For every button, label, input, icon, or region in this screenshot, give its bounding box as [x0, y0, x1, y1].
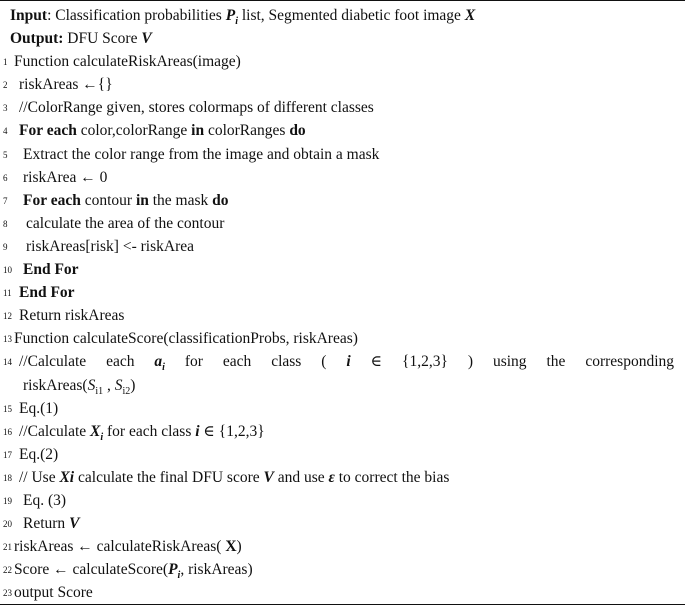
input-line: [0, 4, 685, 27]
text-segment: in: [191, 122, 205, 140]
algorithm-line: [0, 443, 685, 466]
line-number: 21: [3, 542, 12, 553]
text-segment: i: [195, 422, 200, 440]
text-segment: Xi: [59, 468, 75, 486]
text-segment: for each class: [103, 422, 196, 440]
text-segment: // Use: [19, 468, 60, 486]
algorithm-line: [0, 374, 685, 397]
text-segment: Score ← calculateScore(: [14, 561, 169, 579]
line-number: 13: [3, 334, 12, 345]
text-segment: Return riskAreas: [19, 307, 125, 325]
text-segment: color,colorRange: [76, 122, 192, 140]
text-segment: riskAreas[risk] <- riskArea: [26, 237, 194, 255]
algorithm-line: [0, 212, 685, 235]
text-segment: list, Segmented diabetic foot image: [237, 7, 465, 24]
line-number: 2: [3, 80, 8, 91]
text-segment: i: [235, 16, 238, 28]
line-number: 9: [3, 241, 8, 252]
text-segment: riskAreas(: [23, 376, 88, 394]
text-segment: i2: [122, 385, 131, 397]
text-segment: Eq.(2): [19, 445, 59, 463]
text-segment: the mask: [148, 191, 213, 209]
text-segment: Eq.(1): [19, 399, 59, 417]
text-segment: End For: [19, 284, 75, 302]
text-segment: Extract the color range from the image and obtain a mask: [23, 145, 380, 163]
text-segment: V: [263, 468, 274, 486]
text-segment: riskAreas ←{}: [19, 76, 113, 94]
text-segment: Function calculateRiskAreas(image): [14, 53, 241, 71]
text-segment: for each class (: [164, 353, 347, 371]
text-segment: riskAreas ← calculateRiskAreas(: [14, 538, 226, 556]
text-segment: Input: [10, 7, 48, 24]
text-segment: Function calculateScore(classificationProbs, riskAreas): [14, 330, 358, 348]
algorithm-line: [0, 235, 685, 258]
text-segment: V: [69, 515, 80, 533]
text-segment: //Calculate each: [19, 353, 155, 371]
line-number: 12: [3, 311, 12, 322]
line-number: 17: [3, 449, 12, 460]
text-segment: S: [114, 376, 123, 394]
algorithm-line: [0, 50, 685, 73]
text-segment: For each: [19, 122, 77, 140]
text-segment: a: [154, 353, 163, 371]
algorithm-line: [0, 327, 685, 350]
text-segment: ): [130, 376, 136, 394]
output-line: [0, 27, 685, 50]
line-number: 18: [3, 472, 12, 483]
algorithm-line: [0, 189, 685, 212]
text-segment: X: [225, 538, 237, 556]
line-number: 7: [3, 195, 8, 206]
text-segment: i: [162, 362, 165, 374]
text-segment: output Score: [14, 584, 93, 602]
algorithm-line: [0, 581, 685, 604]
text-segment: i: [346, 353, 351, 371]
text-segment: Eq. (3): [23, 491, 67, 509]
text-segment: i: [100, 431, 104, 443]
text-segment: calculate the final DFU score: [74, 468, 264, 486]
algorithm-line: [0, 96, 685, 119]
line-number: 16: [3, 426, 12, 437]
text-segment: , riskAreas): [180, 561, 253, 579]
algorithm-line: [0, 420, 685, 443]
text-segment: P: [225, 7, 236, 24]
line-number: 14: [3, 357, 12, 368]
algorithm-line: [0, 119, 685, 142]
algorithm-line: [0, 304, 685, 327]
line-number: 10: [3, 265, 12, 276]
text-segment: ∈ {1,2,3}: [199, 422, 265, 440]
line-number: 22: [3, 565, 12, 576]
algorithm-line: [0, 258, 685, 281]
algorithm-line: [0, 466, 685, 489]
text-segment: ,: [103, 376, 115, 394]
line-number: 8: [3, 218, 8, 229]
algorithm-line: [0, 489, 685, 512]
text-segment: ): [236, 538, 242, 556]
text-segment: //Calculate: [19, 422, 91, 440]
text-segment: Return: [23, 515, 70, 533]
text-segment: P: [168, 561, 178, 579]
text-segment: ε: [328, 468, 335, 486]
algorithm-line: [0, 73, 685, 96]
algorithm-line: [0, 397, 685, 420]
algorithm-line: [0, 558, 685, 581]
algorithm-line: [0, 535, 685, 558]
line-number: 5: [3, 149, 8, 160]
line-number: 15: [3, 403, 12, 414]
text-segment: X: [90, 422, 101, 440]
line-number: 6: [3, 172, 8, 183]
algorithm-line: [0, 512, 685, 535]
text-segment: For each: [23, 191, 81, 209]
text-segment: i: [177, 570, 181, 582]
text-segment: do: [212, 191, 229, 209]
line-number: 4: [3, 126, 8, 137]
text-segment: colorRanges: [204, 122, 290, 140]
text-segment: to correct the bias: [334, 468, 450, 486]
line-number: 23: [3, 588, 12, 599]
text-segment: Output:: [10, 30, 64, 48]
text-segment: : Classification probabilities: [47, 7, 226, 24]
line-number: 19: [3, 495, 12, 506]
algorithm-line: [0, 281, 685, 304]
line-number: 20: [3, 519, 12, 530]
text-segment: ∈ {1,2,3} ) using the corresponding: [350, 353, 675, 371]
algorithm-line: [0, 166, 685, 189]
text-segment: do: [289, 122, 306, 140]
line-number: 1: [3, 57, 8, 68]
text-segment: V: [141, 30, 152, 48]
text-segment: riskArea ← 0: [23, 168, 108, 186]
text-segment: //ColorRange given, stores colormaps of different classes: [19, 99, 374, 117]
algorithm-line: [0, 350, 674, 373]
line-number: 11: [3, 288, 12, 299]
text-segment: DFU Score: [63, 30, 142, 48]
text-segment: X: [464, 7, 476, 24]
text-segment: and use: [273, 468, 329, 486]
algorithm-line: [0, 143, 685, 166]
text-segment: S: [87, 376, 96, 394]
text-segment: calculate the area of the contour: [26, 214, 225, 232]
text-segment: i1: [95, 385, 104, 397]
text-segment: End For: [23, 261, 79, 279]
line-number: 3: [3, 103, 8, 114]
text-segment: in: [135, 191, 149, 209]
text-segment: contour: [80, 191, 136, 209]
